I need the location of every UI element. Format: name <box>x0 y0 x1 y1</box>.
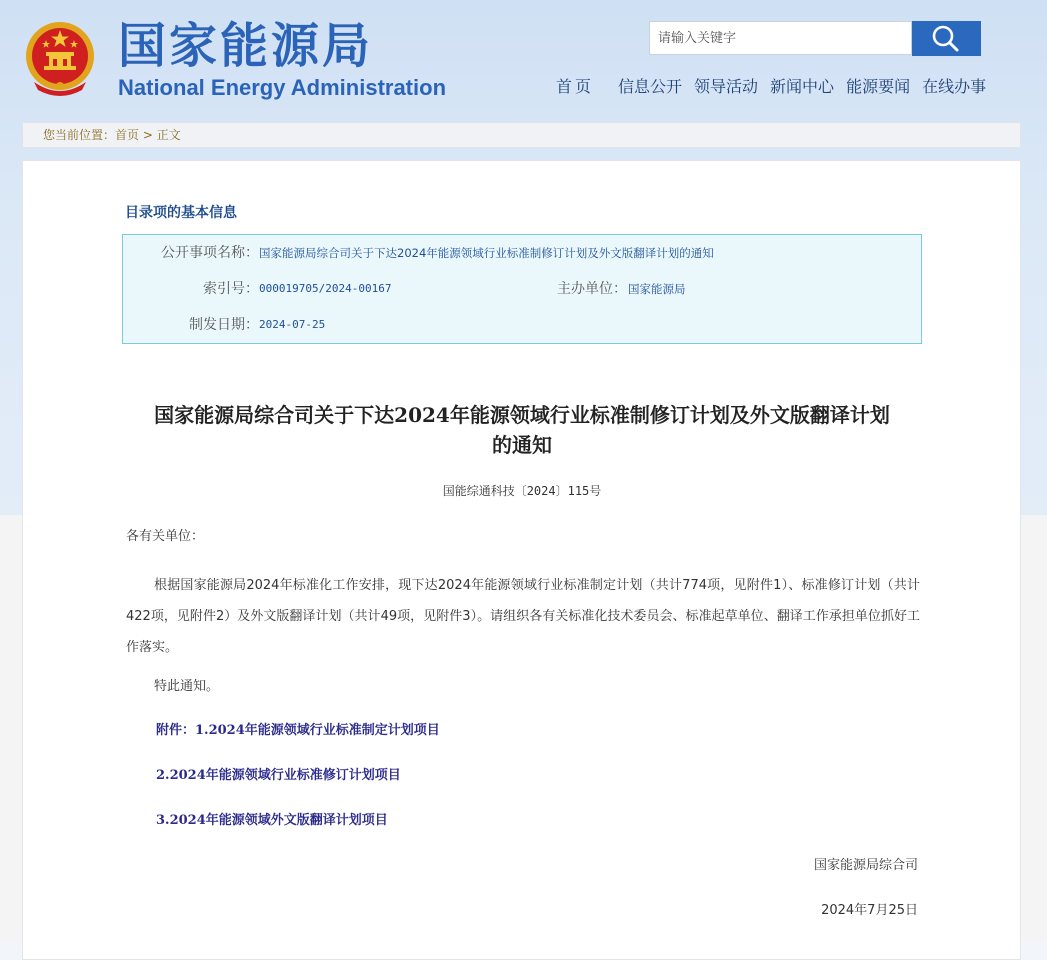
nav-home[interactable]: 首页 <box>556 77 595 96</box>
attachment-link-3[interactable]: 3.2024年能源领域外文版翻译计划项目 <box>156 813 388 828</box>
index-label: 索引号： <box>203 281 259 297</box>
host-label: 主办单位： <box>557 281 627 297</box>
catalog-info-box <box>122 234 922 344</box>
nav-news-center[interactable]: 新闻中心 <box>770 77 835 96</box>
breadcrumb-separator: > <box>139 128 157 142</box>
index-value: 000019705/2024-00167 <box>259 282 392 295</box>
document-title-line1: 国家能源局综合司关于下达2024年能源领域行业标准制修订计划及外文版翻译计划 <box>154 403 890 427</box>
search-input[interactable] <box>649 21 912 55</box>
search-icon <box>912 21 981 56</box>
breadcrumb-prefix: 您当前位置： <box>43 128 116 142</box>
site-logo-english[interactable]: National Energy Administration <box>118 75 447 100</box>
document-title-line2: 的通知 <box>492 433 552 457</box>
host-value: 国家能源局 <box>628 282 686 296</box>
breadcrumb-current: 正文 <box>156 128 181 142</box>
breadcrumb <box>22 122 1021 148</box>
search-button[interactable] <box>912 21 981 56</box>
nav-info-disclosure[interactable]: 信息公开 <box>618 77 683 96</box>
site-logo-chinese[interactable]: 国家能源局 <box>118 18 374 74</box>
item-name-label: 公开事项名称： <box>161 245 259 261</box>
salutation: 各有关单位： <box>126 529 205 544</box>
document-title <box>122 400 922 460</box>
date-label: 制发日期： <box>189 317 259 333</box>
nav-energy-news[interactable]: 能源要闻 <box>846 77 911 96</box>
item-name-value: 国家能源局综合司关于下达2024年能源领域行业标准制修订计划及外文版翻译计划的通知 <box>259 246 714 260</box>
national-emblem-icon <box>24 20 96 96</box>
attachment-link-1[interactable]: 附件：1.2024年能源领域行业标准制定计划项目 <box>156 723 440 738</box>
notice-text: 特此通知。 <box>154 679 220 694</box>
nav-leader-activities[interactable]: 领导活动 <box>694 77 759 96</box>
document-number: 国能综通科技〔2024〕115号 <box>442 484 602 498</box>
attachment-link-2[interactable]: 2.2024年能源领域行业标准修订计划项目 <box>156 768 401 783</box>
catalog-title: 目录项的基本信息 <box>125 205 237 221</box>
breadcrumb-home[interactable]: 首页 <box>115 128 140 142</box>
date-value: 2024-07-25 <box>259 318 326 331</box>
signer: 国家能源局综合司 <box>813 858 918 873</box>
body-paragraph: 根据国家能源局2024年标准化工作安排，现下达2024年能源领域行业标准制定计划（共计774项，见附件1）、标准修订计划（共计422项，见附件2）及外文版翻译计划（共计49项，见附件3）。请组织各有关标准化技术委员会、标准起草单位、翻译工作承担单位抓好工作落实。 <box>126 578 920 655</box>
main-nav <box>556 76 986 100</box>
nav-online-services[interactable]: 在线办事 <box>922 77 987 96</box>
issue-date: 2024年7月25日 <box>821 903 918 918</box>
